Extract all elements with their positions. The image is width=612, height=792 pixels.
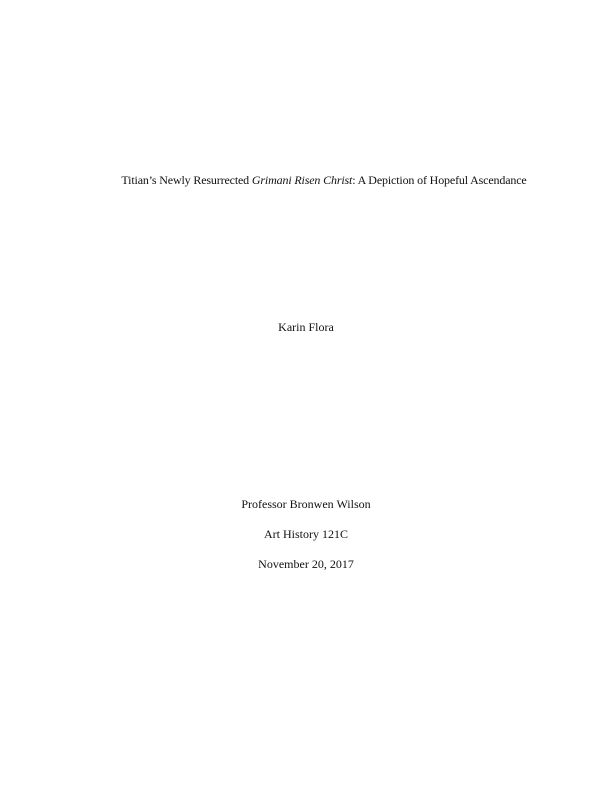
author-name: Karin Flora (278, 320, 334, 334)
course-name: Art History 121C (264, 527, 348, 541)
professor-name: Professor Bronwen Wilson (241, 497, 371, 511)
title-artwork-name: Grimani Risen Christ (251, 173, 353, 187)
paper-title (18, 173, 612, 187)
submission-date: November 20, 2017 (258, 557, 354, 571)
title-prefix: Titian’s Newly Resurrected (121, 173, 252, 187)
title-suffix: : A Depiction of Hopeful Ascendance (352, 173, 527, 187)
